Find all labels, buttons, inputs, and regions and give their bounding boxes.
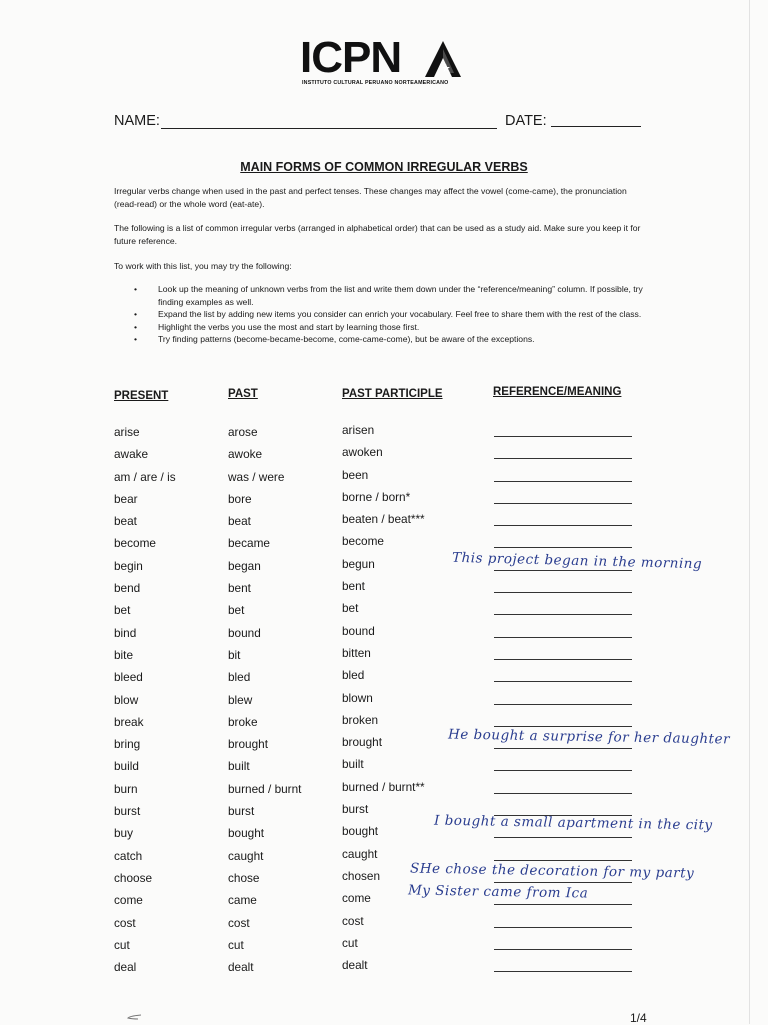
verb-past-participle-cell: blown bbox=[342, 690, 373, 705]
verb-present-cell: begin bbox=[114, 558, 143, 573]
verb-past-cell: built bbox=[228, 759, 250, 774]
verb-past-cell: burned / burnt bbox=[228, 781, 302, 796]
verb-past-participle-cell: begun bbox=[342, 556, 375, 571]
verb-past-participle-cell: bent bbox=[342, 579, 365, 594]
reference-answer-line[interactable] bbox=[494, 770, 632, 771]
verb-past-participle-cell: brought bbox=[342, 735, 383, 750]
verb-present-cell: choose bbox=[114, 870, 153, 885]
instruction-item: • Look up the meaning of unknown verbs from the list and write them down under the “reference/meaning” column. If possible, try finding examples as well. bbox=[134, 284, 643, 307]
verb-past-cell: arose bbox=[228, 425, 258, 439]
verb-past-cell: beat bbox=[228, 514, 251, 529]
reference-answer-line[interactable] bbox=[494, 704, 632, 705]
verb-past-cell: became bbox=[228, 536, 270, 551]
handwritten-note: SHe chose the decoration for my party bbox=[409, 860, 695, 882]
bullet-icon: • bbox=[134, 309, 138, 319]
instruction-list bbox=[134, 283, 648, 346]
instruction-item: • Expand the list by adding new items you consider can enrich your vocabulary. Feel free to share them with the rest of the class. bbox=[134, 309, 642, 319]
column-header-past-participle: PAST PARTICIPLE bbox=[342, 388, 443, 400]
verb-present-cell: bite bbox=[114, 647, 134, 662]
table-row bbox=[0, 780, 768, 802]
bullet-icon: • bbox=[134, 284, 138, 294]
verb-past-participle-cell: borne / born* bbox=[342, 489, 411, 504]
verb-past-cell: was / were bbox=[228, 469, 285, 484]
reference-answer-line[interactable] bbox=[494, 458, 632, 459]
verb-present-cell: awake bbox=[114, 447, 149, 462]
handwritten-note: This project began in the morning bbox=[451, 549, 703, 573]
reference-answer-line[interactable] bbox=[494, 525, 632, 526]
reference-answer-line[interactable] bbox=[494, 904, 632, 905]
table-row bbox=[0, 512, 768, 534]
verb-past-participle-cell: awoken bbox=[342, 445, 383, 460]
date-field-line[interactable] bbox=[551, 126, 641, 127]
reference-answer-line[interactable] bbox=[494, 503, 632, 504]
instruction-item: • Try finding patterns (become-became-become, come-came-come), but be aware of the exceptions. bbox=[134, 334, 535, 344]
verb-present-cell: come bbox=[114, 893, 143, 908]
table-row bbox=[0, 423, 768, 445]
pen-mark-icon bbox=[126, 1014, 142, 1020]
verb-past-participle-cell: bitten bbox=[342, 645, 371, 660]
verb-present-cell: arise bbox=[114, 425, 140, 439]
intro-paragraph-3: To work with this list, you may try the following: bbox=[114, 261, 292, 271]
verb-present-cell: am / are / is bbox=[114, 469, 176, 484]
verb-past-cell: brought bbox=[228, 737, 269, 752]
verb-past-participle-cell: burned / burnt** bbox=[342, 779, 425, 794]
verb-past-cell: bent bbox=[228, 581, 251, 596]
verb-present-cell: build bbox=[114, 759, 139, 774]
verb-past-participle-cell: become bbox=[342, 534, 384, 549]
page-number: 1/4 bbox=[630, 1011, 647, 1025]
column-header-past: PAST bbox=[228, 388, 258, 400]
verb-past-participle-cell: broken bbox=[342, 712, 379, 727]
table-row bbox=[0, 891, 768, 913]
verb-past-cell: cut bbox=[228, 937, 244, 952]
verb-past-participle-cell: burst bbox=[342, 802, 369, 817]
reference-answer-line[interactable] bbox=[494, 547, 632, 548]
verb-past-cell: cost bbox=[228, 915, 250, 930]
verb-present-cell: cost bbox=[114, 915, 136, 930]
verb-past-participle-cell: beaten / beat*** bbox=[342, 512, 425, 527]
verb-past-cell: caught bbox=[228, 848, 264, 863]
reference-answer-line[interactable] bbox=[494, 481, 632, 482]
verb-past-cell: bore bbox=[228, 491, 252, 506]
verb-present-cell: burn bbox=[114, 781, 138, 796]
verb-present-cell: bind bbox=[114, 625, 137, 640]
table-row bbox=[0, 757, 768, 779]
reference-answer-line[interactable] bbox=[494, 614, 632, 615]
verb-past-participle-cell: come bbox=[342, 891, 371, 906]
reference-answer-line[interactable] bbox=[494, 793, 632, 794]
reference-answer-line[interactable] bbox=[494, 927, 632, 928]
table-row bbox=[0, 601, 768, 623]
verb-past-cell: began bbox=[228, 558, 261, 573]
handwritten-note: My Sister came from Ica bbox=[407, 882, 589, 902]
verb-past-cell: came bbox=[228, 893, 257, 908]
verb-past-participle-cell: built bbox=[342, 757, 364, 772]
verb-past-cell: bought bbox=[228, 826, 265, 841]
logo-subtitle: INSTITUTO CULTURAL PERUANO NORTEAMERICANO bbox=[302, 80, 449, 86]
verb-past-cell: blew bbox=[228, 692, 253, 707]
verb-present-cell: bring bbox=[114, 737, 141, 752]
verb-past-participle-cell: bet bbox=[342, 601, 359, 616]
verb-past-cell: dealt bbox=[228, 960, 254, 975]
table-row bbox=[0, 534, 768, 556]
reference-answer-line[interactable] bbox=[494, 837, 632, 838]
verb-past-cell: bound bbox=[228, 625, 261, 640]
verb-past-cell: awoke bbox=[228, 447, 263, 462]
name-field-line[interactable] bbox=[161, 128, 497, 129]
table-row bbox=[0, 624, 768, 646]
verb-past-cell: bled bbox=[228, 670, 251, 685]
verb-present-cell: bend bbox=[114, 581, 141, 596]
intro-paragraph-2: The following is a list of common irregular verbs (arranged in alphabetical order) that can be used as a study aid. Make sure you keep it for future reference. bbox=[114, 223, 641, 246]
verb-past-cell: burst bbox=[228, 804, 255, 819]
verb-past-cell: bet bbox=[228, 603, 245, 618]
icpna-logo bbox=[300, 33, 465, 92]
verb-present-cell: deal bbox=[114, 960, 137, 975]
reference-answer-line[interactable] bbox=[494, 436, 632, 437]
reference-answer-line[interactable] bbox=[494, 681, 632, 682]
verb-past-cell: broke bbox=[228, 714, 258, 729]
column-header-present: PRESENT bbox=[114, 390, 169, 402]
verb-present-cell: bet bbox=[114, 603, 131, 618]
verb-past-participle-cell: been bbox=[342, 467, 369, 482]
date-label: DATE: bbox=[505, 113, 547, 129]
table-row bbox=[0, 490, 768, 512]
table-row bbox=[0, 958, 768, 980]
intro-paragraph-1: Irregular verbs change when used in the past and perfect tenses. These changes may affect the vowel (come-came), the pronunciation (read-read) or the whole word (eat-ate). bbox=[114, 186, 627, 209]
verb-past-cell: chose bbox=[228, 870, 260, 885]
table-row bbox=[0, 468, 768, 490]
reference-answer-line[interactable] bbox=[494, 971, 632, 972]
verb-table bbox=[0, 423, 768, 980]
reference-answer-line[interactable] bbox=[494, 592, 632, 593]
reference-answer-line[interactable] bbox=[494, 882, 632, 883]
table-row bbox=[0, 445, 768, 467]
bullet-icon: • bbox=[134, 334, 138, 344]
logo-a-star-icon bbox=[424, 40, 462, 78]
document-title: MAIN FORMS OF COMMON IRREGULAR VERBS bbox=[240, 160, 528, 174]
table-row bbox=[0, 646, 768, 668]
verb-past-cell: bit bbox=[228, 647, 241, 662]
verb-past-participle-cell: dealt bbox=[342, 958, 368, 973]
verb-present-cell: beat bbox=[114, 514, 137, 529]
table-row bbox=[0, 691, 768, 713]
verb-present-cell: bleed bbox=[114, 670, 143, 685]
table-row bbox=[0, 579, 768, 601]
verb-present-cell: burst bbox=[114, 804, 141, 819]
logo-wordmark: ICPN bbox=[300, 33, 402, 82]
reference-answer-line[interactable] bbox=[494, 860, 632, 861]
verb-past-participle-cell: cost bbox=[342, 913, 364, 928]
verb-present-cell: catch bbox=[114, 848, 143, 863]
reference-answer-line[interactable] bbox=[494, 637, 632, 638]
verb-present-cell: break bbox=[114, 714, 144, 729]
table-row bbox=[0, 914, 768, 936]
verb-past-participle-cell: arisen bbox=[342, 423, 375, 437]
verb-past-participle-cell: bled bbox=[342, 668, 365, 683]
verb-present-cell: become bbox=[114, 536, 156, 551]
column-header-reference: REFERENCE/MEANING bbox=[493, 386, 622, 398]
reference-answer-line[interactable] bbox=[494, 748, 632, 749]
table-row bbox=[0, 936, 768, 958]
reference-answer-line[interactable] bbox=[494, 949, 632, 950]
verb-past-participle-cell: bound bbox=[342, 623, 375, 638]
table-row bbox=[0, 668, 768, 690]
reference-answer-line[interactable] bbox=[494, 659, 632, 660]
bullet-icon: • bbox=[134, 321, 138, 332]
verb-past-participle-cell: caught bbox=[342, 846, 378, 861]
name-label: NAME: bbox=[114, 113, 160, 129]
instruction-item: • Highlight the verbs you use the most and start by learning those first. bbox=[134, 321, 420, 332]
verb-present-cell: cut bbox=[114, 937, 130, 952]
verb-present-cell: bear bbox=[114, 491, 138, 506]
verb-present-cell: blow bbox=[114, 692, 139, 707]
verb-present-cell: buy bbox=[114, 826, 134, 841]
verb-past-participle-cell: chosen bbox=[342, 868, 381, 883]
verb-past-participle-cell: cut bbox=[342, 935, 358, 950]
handwritten-note: I bought a small apartment in the city bbox=[433, 812, 713, 834]
verb-past-participle-cell: bought bbox=[342, 824, 379, 839]
handwritten-note: He bought a surprise for her daughter bbox=[447, 726, 731, 748]
